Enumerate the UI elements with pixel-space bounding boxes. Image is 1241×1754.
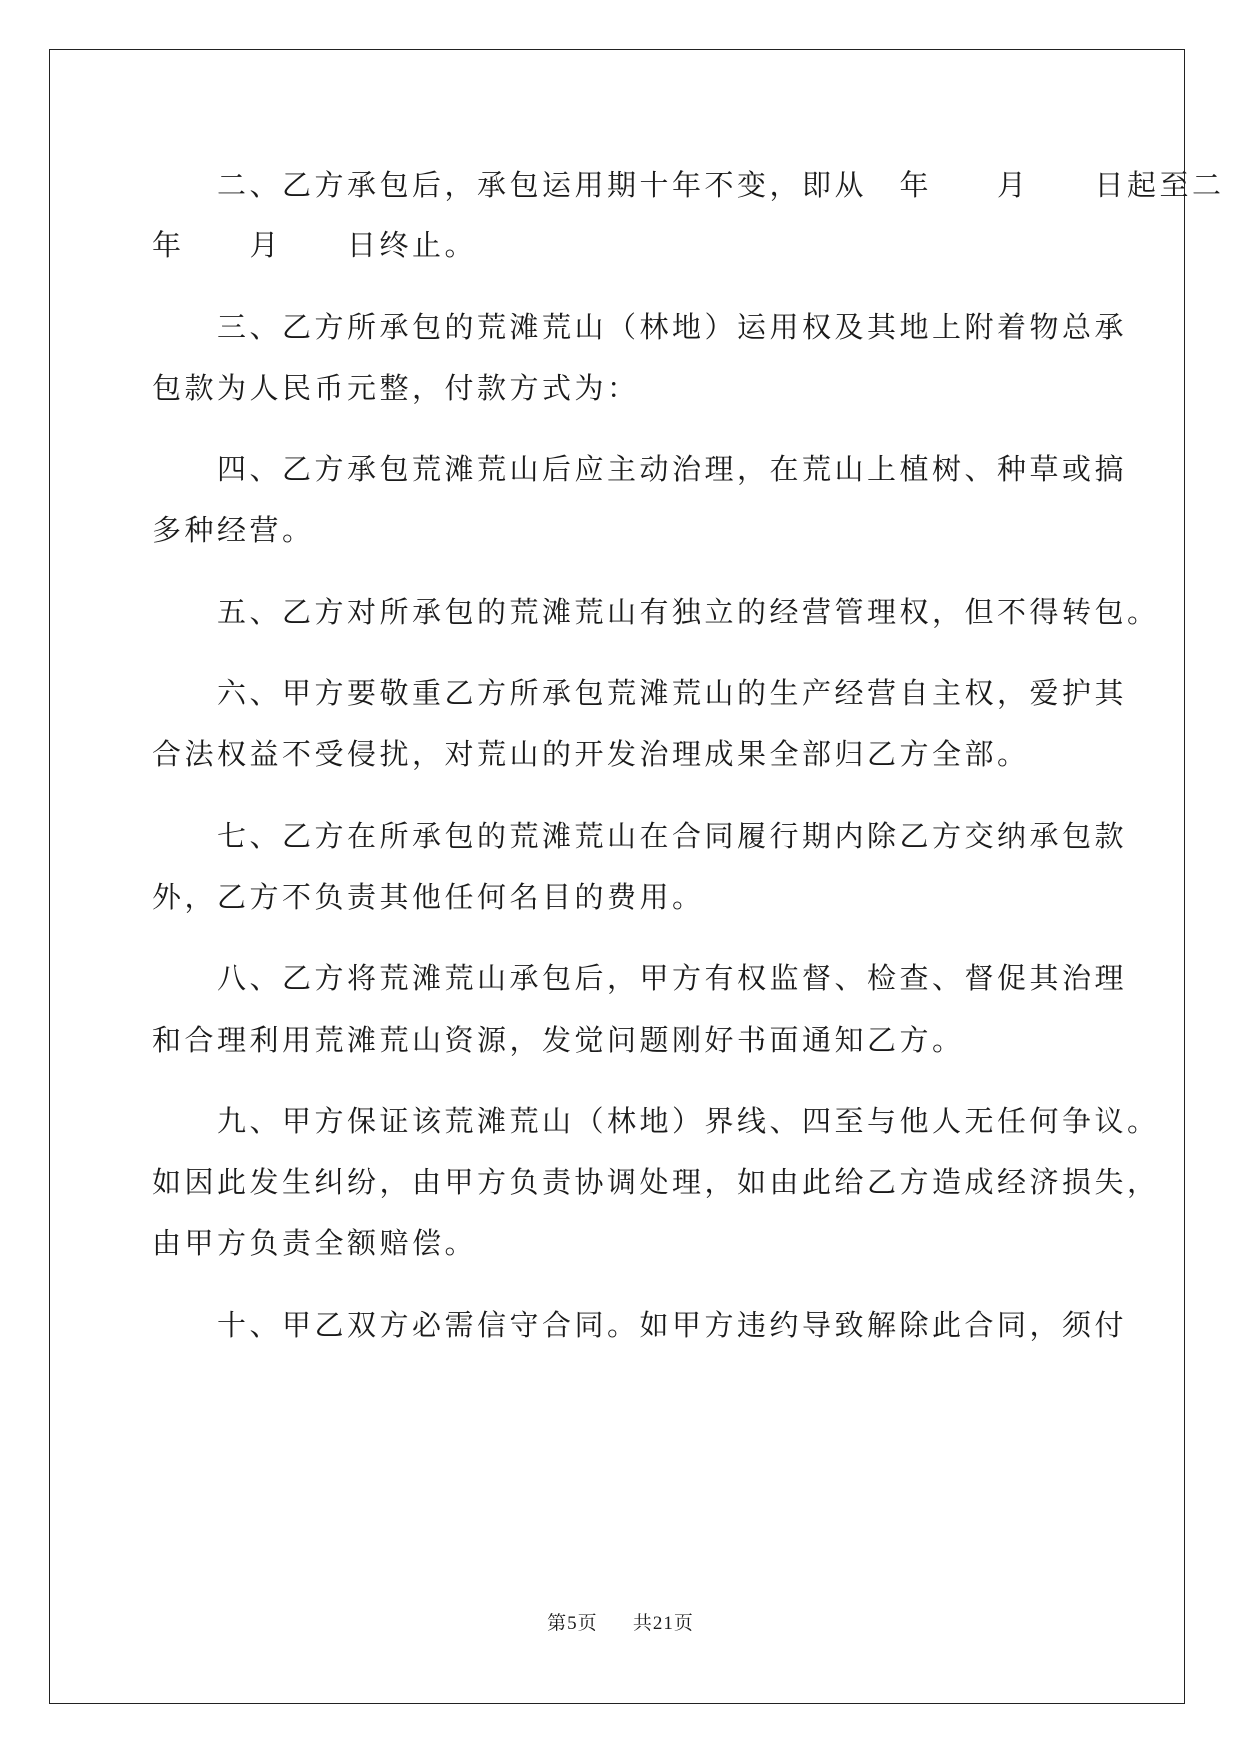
- text-line: 如因此发生纠纷，由甲方负责协调处理，如由此给乙方造成经济损失，: [152, 1165, 1160, 1199]
- text-line: 十、甲乙双方必需信守合同。如甲方违约导致解除此合同，须付: [152, 1308, 1128, 1342]
- total-prefix: 共: [632, 1612, 653, 1634]
- text-line: 五、乙方对所承包的荒滩荒山有独立的经营管理权，但不得转包。: [152, 595, 1160, 629]
- text-line: 合法权益不受侵扰，对荒山的开发治理成果全部归乙方全部。: [152, 737, 1030, 771]
- text-line: 二、乙方承包后，承包运用期十年不变，即从 年 月 日起至二: [152, 168, 1225, 202]
- page-footer: [0, 1608, 1241, 1635]
- text-line: 四、乙方承包荒滩荒山后应主动治理，在荒山上植树、种草或搞: [152, 452, 1128, 486]
- text-line: 包款为人民币元整，付款方式为：: [152, 371, 640, 405]
- text-line: 七、乙方在所承包的荒滩荒山在合同履行期内除乙方交纳承包款: [152, 819, 1128, 853]
- total-pages: 21: [652, 1613, 674, 1634]
- text-line: 八、乙方将荒滩荒山承包后，甲方有权监督、检查、督促其治理: [152, 961, 1128, 995]
- page-suffix: 页: [577, 1612, 598, 1634]
- page-number: 5: [567, 1613, 578, 1634]
- text-line: 九、甲方保证该荒滩荒山（林地）界线、四至与他人无任何争议。: [152, 1104, 1160, 1138]
- text-line: 三、乙方所承包的荒滩荒山（林地）运用权及其地上附着物总承: [152, 310, 1128, 344]
- text-line: 和合理利用荒滩荒山资源，发觉问题刚好书面通知乙方。: [152, 1023, 965, 1057]
- text-line: 由甲方负责全额赔偿。: [152, 1226, 478, 1260]
- text-line: 六、甲方要敬重乙方所承包荒滩荒山的生产经营自主权，爱护其: [152, 676, 1128, 710]
- text-line: 年 月 日终止。: [152, 228, 478, 262]
- total-suffix: 页: [673, 1612, 694, 1634]
- page-prefix: 第: [547, 1612, 568, 1634]
- text-line: 外，乙方不负责其他任何名目的费用。: [152, 880, 705, 914]
- text-line: 多种经营。: [152, 513, 315, 547]
